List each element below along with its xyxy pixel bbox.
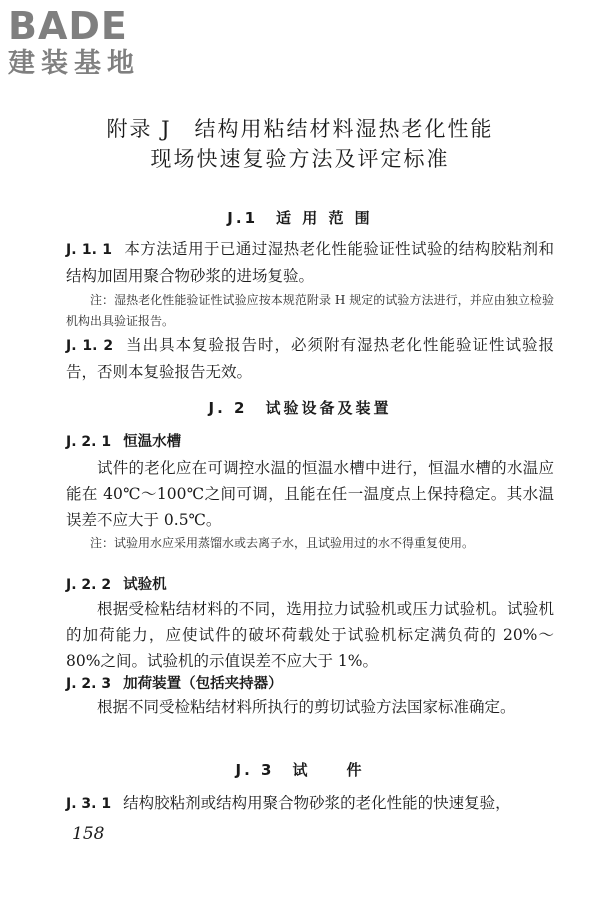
- note-j-1: 注：湿热老化性能验证性试验应按本规范附录 H 规定的试验方法进行，并应由独立检验机构出具验证报告。: [66, 293, 554, 328]
- clause-number: J. 2. 3: [66, 676, 112, 692]
- section-heading-j3: J. 3 试 件: [235, 761, 365, 779]
- clause-title: 恒温水槽: [123, 434, 182, 450]
- clause-title: 加荷装置（包括夹持器）: [123, 676, 283, 692]
- clause-heading-j-2-3: [66, 672, 283, 693]
- clause-j-3-1: [66, 790, 554, 817]
- clause-number: J. 2. 2: [66, 577, 112, 593]
- logo-wordmark: BADE: [8, 4, 128, 48]
- clause-number: J. 3. 1: [66, 796, 112, 812]
- clause-j-1-1: [66, 236, 554, 289]
- clause-text: 本方法适用于已通过湿热老化性能验证性试验的结构胶粘剂和结构加固用聚合物砂浆的进场复验。: [66, 240, 554, 285]
- logo-subtitle: 建装基地: [8, 48, 140, 79]
- clause-number: J. 1. 2: [66, 338, 114, 354]
- clause-number: J. 2. 1: [66, 434, 112, 450]
- section-heading-j1: J.1 适 用 范 围: [227, 209, 373, 227]
- clause-number: J. 1. 1: [66, 242, 112, 258]
- note-j-2-1: 注：试验用水应采用蒸馏水或去离子水，且试验用过的水不得重复使用。: [90, 536, 475, 550]
- logo: [8, 6, 140, 80]
- page-number: 158: [72, 824, 105, 844]
- clause-j-1-2: [66, 332, 554, 385]
- clause-text: 当出具本复验报告时，必须附有湿热老化性能验证性试验报告，否则本复验报告无效。: [66, 336, 554, 381]
- clause-title: 试验机: [123, 577, 167, 593]
- clause-text-j-2-2: 根据受检粘结材料的不同，选用拉力试验机或压力试验机。试验机的加荷能力，应使试件的破坏荷载处于试验机标定满负荷的 20%～80%之间。试验机的示值误差不应大于 1%。: [66, 600, 554, 670]
- appendix-title-line-1: 附录 J 结构用粘结材料湿热老化性能: [106, 117, 494, 141]
- clause-heading-j-2-2: [66, 573, 167, 594]
- clause-heading-j-2-1: [66, 430, 181, 451]
- section-heading-j2: J. 2 试验设备及装置: [208, 399, 392, 417]
- clause-text-j-2-1: 试件的老化应在可调控水温的恒温水槽中进行，恒温水槽的水温应能在 40℃～100℃之间可调，且能在任一温度点上保持稳定。其水温误差不应大于 0.5℃。: [66, 459, 554, 529]
- appendix-title-line-2: 现场快速复验方法及评定标准: [150, 147, 450, 171]
- clause-text-j-2-3: 根据不同受检粘结材料所执行的剪切试验方法国家标准确定。: [97, 698, 516, 716]
- clause-text: 结构胶粘剂或结构用聚合物砂浆的老化性能的快速复验，: [123, 794, 511, 812]
